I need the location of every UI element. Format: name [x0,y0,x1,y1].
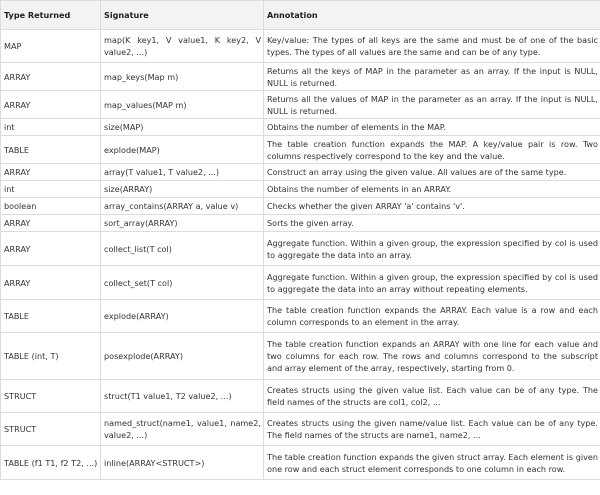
type-cell: TABLE (int, T) [1,333,101,380]
signature-cell: sort_array(ARRAY) [101,215,264,232]
table-row [1,119,600,136]
annotation-cell: Sorts the given array. [264,215,600,232]
table-row [1,30,600,63]
type-cell: int [1,119,101,136]
signature-cell: map_values(MAP m) [101,91,264,119]
table-row [1,91,600,119]
annotation-cell: The table creation function expands the MAP. A key/value pair is row. Two columns respectively correspond to the key and the value. [264,136,600,164]
signature-cell: struct(T1 value1, T2 value2, ...) [101,380,264,413]
signature-cell: array(T value1, T value2, ...) [101,164,264,181]
signature-cell: map_keys(Map m) [101,63,264,91]
table-row [1,266,600,300]
signature-cell: collect_set(T col) [101,266,264,300]
annotation-cell: The table creation function expands the ARRAY. Each value is a row and each column corresponds to an element in the array. [264,300,600,333]
signature-cell: size(ARRAY) [101,181,264,198]
annotation-cell: Creates structs using the given name/value list. Each value can be of any type. The field names of the structs are name1, name2, ... [264,413,600,446]
type-cell: TABLE [1,300,101,333]
type-cell: STRUCT [1,413,101,446]
table-row [1,333,600,380]
header-signature: Signature [101,1,264,30]
annotation-cell: Obtains the number of elements in an ARRAY. [264,181,600,198]
table-row [1,232,600,266]
table-row [1,380,600,413]
annotation-cell: Aggregate function. Within a given group, the expression specified by col is used to aggregate the data into an array. [264,232,600,266]
annotation-cell: The table creation function expands an ARRAY with one line for each value and two columns for each row. The rows and columns correspond to the subscript and array element of the array, respectively, starting from 0. [264,333,600,380]
table-row [1,181,600,198]
annotation-cell: Obtains the number of elements in the MAP. [264,119,600,136]
header-row [1,1,600,30]
annotation-cell: Returns all the keys of MAP in the parameter as an array. If the input is NULL, NULL is returned. [264,63,600,91]
type-cell: boolean [1,198,101,215]
table-row [1,63,600,91]
signature-cell: inline(ARRAY<STRUCT>) [101,446,264,480]
annotation-cell: Aggregate function. Within a given group, the expression specified by col is used to aggregate the data into an array without repeating elements. [264,266,600,300]
signature-cell: collect_list(T col) [101,232,264,266]
annotation-cell: Construct an array using the given value. All values are of the same type. [264,164,600,181]
type-cell: STRUCT [1,380,101,413]
signature-cell: posexplode(ARRAY) [101,333,264,380]
type-cell: TABLE [1,136,101,164]
table-row [1,215,600,232]
type-cell: ARRAY [1,266,101,300]
table-row [1,198,600,215]
type-cell: MAP [1,30,101,63]
annotation-cell: The table creation function expands the given struct array. Each element is given one row and each struct element corresponds to one column in each row. [264,446,600,480]
type-cell: ARRAY [1,215,101,232]
signature-cell: explode(ARRAY) [101,300,264,333]
table-row [1,300,600,333]
annotation-cell: Checks whether the given ARRAY 'a' contains 'v'. [264,198,600,215]
signature-cell: map(K key1, V value1, K key2, V value2, ...) [101,30,264,63]
type-cell: TABLE (f1 T1, f2 T2, ...) [1,446,101,480]
signature-cell: array_contains(ARRAY a, value v) [101,198,264,215]
signature-cell: explode(MAP) [101,136,264,164]
type-cell: ARRAY [1,63,101,91]
type-cell: ARRAY [1,164,101,181]
table-row [1,136,600,164]
signature-cell: named_struct(name1, value1, name2, value2, ...) [101,413,264,446]
annotation-cell: Key/value: The types of all keys are the same and must be of one of the basic types. The types of all values are the same and can be of any type. [264,30,600,63]
table-row [1,446,600,480]
table-row [1,164,600,181]
header-type-returned: Type Returned [1,1,101,30]
type-cell: ARRAY [1,232,101,266]
annotation-cell: Creates structs using the given value list. Each value can be of any type. The field names of the structs are col1, col2, ... [264,380,600,413]
table-row [1,413,600,446]
annotation-cell: Returns all the values of MAP in the parameter as an array. If the input is NULL, NULL is returned. [264,91,600,119]
signature-cell: size(MAP) [101,119,264,136]
type-cell: int [1,181,101,198]
type-cell: ARRAY [1,91,101,119]
header-annotation: Annotation [264,1,600,30]
